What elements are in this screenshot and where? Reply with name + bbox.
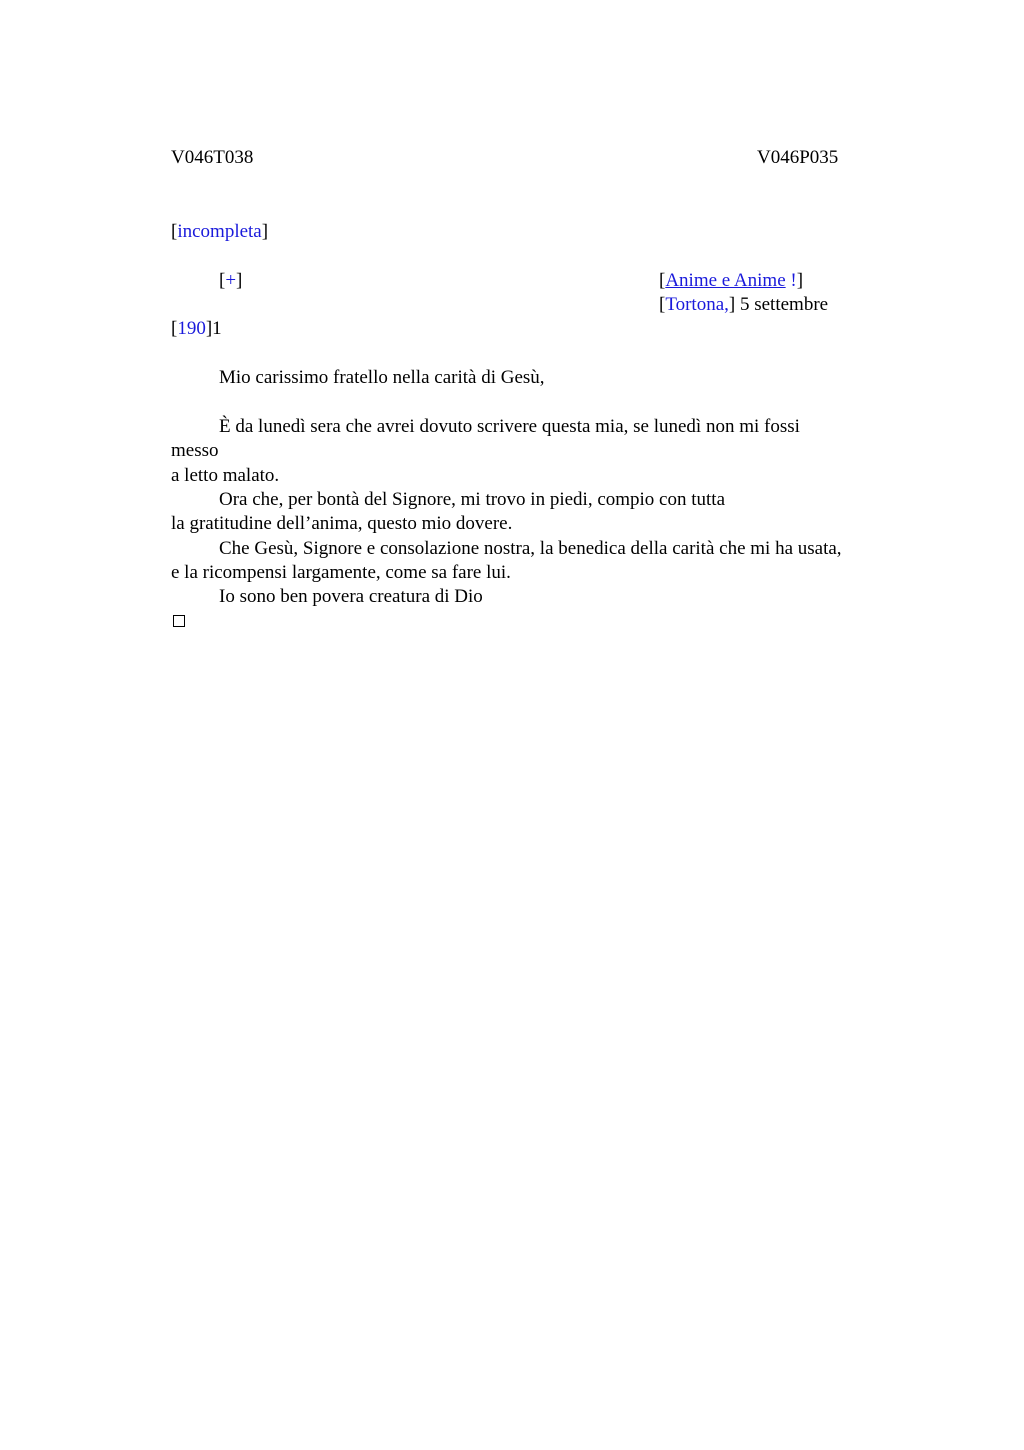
body-line: a letto malato.: [171, 465, 280, 486]
status-note: [171, 220, 268, 244]
place-date: [Tortona,] 5 settembre: [659, 294, 829, 315]
date-text: 5 settembre: [735, 294, 829, 315]
body-line: Io sono ben povera creatura di Dio: [219, 586, 483, 607]
place-name: Tortona,: [665, 294, 729, 315]
body-line: la gratitudine dell’anima, questo mio dovere.: [171, 513, 513, 534]
year-value: 190: [177, 318, 206, 339]
square-icon: [173, 615, 185, 627]
bracket-open: [: [171, 221, 178, 242]
body-line: e la ricompensi largamente, come sa fare lui.: [171, 562, 511, 583]
body-line: messo: [171, 440, 219, 461]
salutation: Mio carissimo fratello nella carità di Gesù,: [219, 367, 545, 388]
year: [190]1: [171, 318, 222, 339]
letterhead-link[interactable]: Anime e Anime: [665, 270, 786, 291]
cross-mark: [+]: [219, 270, 243, 291]
bracket-close: ]: [261, 221, 269, 242]
body-line: Ora che, per bontà del Signore, mi trovo in piedi, compio con tutta: [219, 489, 726, 510]
cross-icon: +: [225, 270, 237, 291]
document-code: V046T038: [171, 147, 254, 168]
letterhead: [Anime e Anime !]: [659, 270, 804, 291]
body-line: Che Gesù, Signore e consolazione nostra, la benedica della carità che mi ha usata,: [219, 538, 842, 559]
body-line: È da lunedì sera che avrei dovuto scrivere questa mia, se lunedì non mi fossi: [219, 416, 800, 437]
status-label: incompleta: [177, 221, 262, 242]
page-code: V046P035: [757, 147, 839, 168]
letterhead-suffix: !: [785, 270, 797, 291]
year-suffix: 1: [212, 318, 222, 339]
